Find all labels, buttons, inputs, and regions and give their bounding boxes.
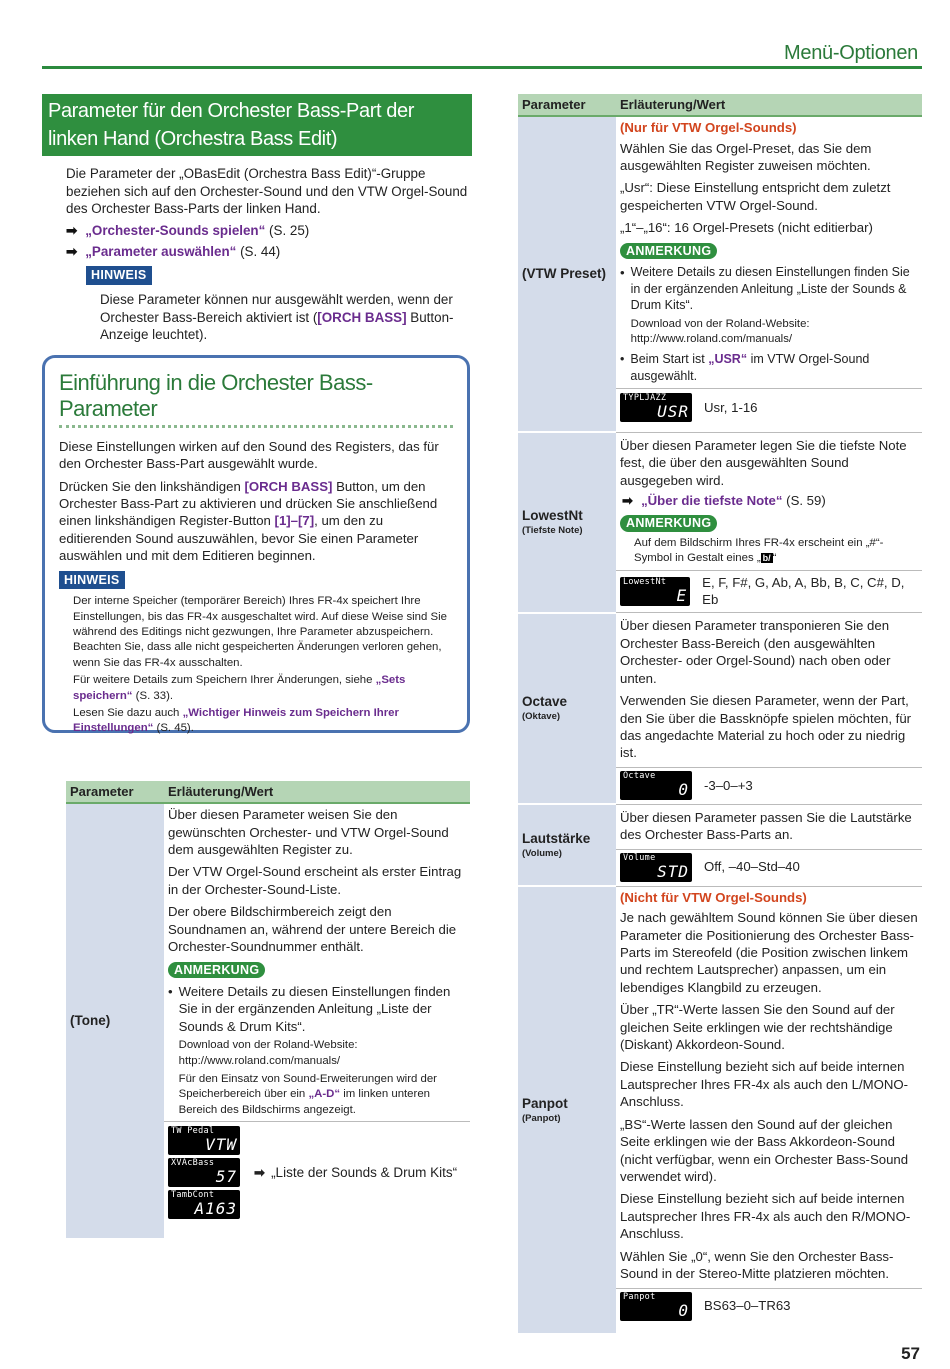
lcd-display bbox=[620, 393, 692, 422]
col-header-param: Parameter bbox=[518, 94, 616, 116]
tone-b3 bbox=[179, 1072, 466, 1118]
table-row bbox=[518, 886, 922, 1334]
link-wichtiger-hinweis[interactable]: „Wichtiger Hinweis zum Speichern Ihrer Einstellungen“ bbox=[73, 706, 399, 735]
vtw-b1: Weitere Details zu diesen Einstellungen finden Sie in der ergänzenden Anleitung „Liste der Sounds & Drum Kits“. bbox=[630, 265, 910, 313]
lowest-p1: Über diesen Parameter legen Sie die tiefste Note fest, die über den ausgewählten Sound ausgegeben wird. bbox=[620, 437, 907, 488]
obass-body-block bbox=[42, 165, 472, 344]
link-row[interactable] bbox=[66, 222, 472, 240]
dotted-divider bbox=[59, 425, 453, 428]
octave-value: -3–0–+3 bbox=[704, 777, 753, 793]
table-row bbox=[66, 803, 470, 1239]
bullet-icon: • bbox=[620, 352, 625, 367]
tone-p3: Der obere Bildschirmbereich zeigt den Soundnamen an, während der untere Bereich die Orchester-Soundnummer enthält. bbox=[168, 904, 457, 955]
lcd-display bbox=[620, 577, 690, 606]
note-post: Button-Anzeige leuchtet). bbox=[100, 309, 454, 343]
panpot-value: BS63–0–TR63 bbox=[704, 1298, 791, 1314]
sound-list-ref[interactable]: „Liste der Sounds & Drum Kits“ bbox=[271, 1164, 458, 1180]
usr-ref: „USR“ bbox=[708, 352, 748, 367]
lcd-top: XVAcBass bbox=[171, 1158, 215, 1169]
intro-p2-a: Drücken Sie den linkshändigen bbox=[59, 478, 245, 494]
param-name: Panpot bbox=[522, 1096, 568, 1112]
tone-bullet bbox=[168, 983, 466, 1121]
param-lowest-note bbox=[518, 432, 616, 613]
table-row bbox=[518, 804, 922, 886]
lcd-value: 57 bbox=[215, 1167, 237, 1187]
lowest-n1: Auf dem Bildschirm Ihres FR-4x erscheint ein „#“-Symbol in Gestalt eines „ bbox=[634, 536, 884, 565]
octave-p1: Über diesen Parameter transponieren Sie den Orchester Bass-Bereich (den ausgewählten Orchester- oder Orgel-Sound) nach oben oder unten. bbox=[620, 618, 891, 686]
anmerkung-badge: ANMERKUNG bbox=[620, 515, 717, 532]
lowest-value-row bbox=[616, 570, 922, 609]
col-header-param: Parameter bbox=[66, 781, 164, 803]
lcd-value: E bbox=[676, 585, 688, 605]
intro-note-1: Der interne Speicher (temporärer Bereich) Ihres FR-4x speichert Ihre Einstellungen, bis das FR-4x ausgeschaltet wird. Auf diese Weise sind Sie während des Editings nicht gezwungen, Ihre Parameter abzuspeichern. Beachten Sie, dass alle nicht gespeicherten Änderungen verloren gehen, wenn Sie das FR-4x ausschalten. bbox=[73, 595, 447, 669]
lcd-value: STD bbox=[657, 861, 689, 881]
lcd-top: TambCont bbox=[171, 1190, 215, 1201]
lcd-stack bbox=[168, 1126, 240, 1219]
b3-b: im linken unteren Bereich des Bildschirms angezeigt. bbox=[178, 1088, 430, 1116]
vtw-p2: „Usr“: Diese Einstellung entspricht dem zuletzt gespeicherten VTW Orgel-Sound. bbox=[620, 180, 891, 213]
param-sub: (Oktave) bbox=[522, 711, 561, 723]
lcd-display bbox=[620, 1292, 692, 1321]
tone-b1: Weitere Details zu diesen Einstellungen finden Sie in der ergänzenden Anleitung „Liste der Sounds & Drum Kits“. bbox=[178, 984, 451, 1034]
arrow-right-icon: ➡ bbox=[622, 492, 634, 508]
lcd-top: Octave bbox=[623, 770, 656, 781]
param-sub: (Tiefste Note) bbox=[522, 525, 583, 537]
param-panpot bbox=[518, 886, 616, 1334]
lcd-top: LowestNt bbox=[623, 576, 667, 587]
link-row[interactable] bbox=[66, 243, 472, 261]
lowest-value: E, F, F#, G, Ab, A, Bb, B, C, C#, D, Eb bbox=[702, 574, 905, 608]
anmerkung-badge: ANMERKUNG bbox=[620, 243, 717, 260]
lcd-value: A163 bbox=[194, 1199, 237, 1219]
lcd-value: VTW bbox=[205, 1135, 237, 1155]
a-d-ref: „A-D“ bbox=[308, 1088, 341, 1101]
hinweis-badge: HINWEIS bbox=[86, 266, 152, 285]
link-page: (S. 59) bbox=[786, 492, 826, 508]
desc-octave bbox=[616, 613, 922, 804]
arrow-right-icon: ➡ bbox=[66, 243, 78, 259]
note3-b: (S. 45). bbox=[153, 722, 194, 735]
panpot-p4: „BS“-Werte lassen den Sound auf der gleichen Seite erklingen wie der Bass Akkordeon-Sound (nicht verfügbar, wenn ein Orchester Bass-Sound verwendet wird). bbox=[620, 1116, 909, 1185]
tone-p2: Der VTW Orgel-Sound erscheint als erster Eintrag in der Orchester-Sound-Liste. bbox=[168, 864, 462, 897]
intro-p2-c: , um den zu editierenden Sound auszuwählen, bevor Sie einen Parameter auswählen und mit dem Editieren beginnen. bbox=[59, 513, 419, 564]
vtw-b3 bbox=[630, 351, 918, 384]
tone-table bbox=[66, 781, 470, 1240]
lcd-top: TW Pedal bbox=[171, 1126, 215, 1137]
lcd-display bbox=[168, 1126, 240, 1155]
note2-b: (S. 33). bbox=[132, 689, 174, 702]
volume-p1: Über diesen Parameter passen Sie die Lautstärke des Orchester Bass-Parts an. bbox=[620, 809, 912, 843]
param-sub: (Panpot) bbox=[522, 1112, 561, 1124]
vtw-value-row bbox=[616, 388, 922, 422]
page-number: 57 bbox=[901, 1344, 920, 1363]
obass-section bbox=[42, 94, 472, 344]
desc-lowest-note bbox=[616, 432, 922, 613]
table-row bbox=[518, 432, 922, 613]
intro-note-2 bbox=[73, 673, 453, 704]
col-header-desc: Erläuterung/Wert bbox=[616, 94, 922, 116]
desc-tone bbox=[164, 803, 470, 1239]
panpot-p2: Über „TR“-Werte lassen Sie den Sound auf der gleichen Seite erklingen wie der rechtshändige (Diskant) Akkordeon-Sound. bbox=[620, 1002, 895, 1053]
vtw-value: Usr, 1-16 bbox=[704, 400, 758, 416]
volume-value: Off, –40–Std–40 bbox=[704, 859, 800, 875]
param-sub: (Volume) bbox=[522, 847, 562, 859]
lcd-display bbox=[168, 1158, 240, 1187]
panpot-p5: Diese Einstellung bezieht sich auf beide internen Lautsprecher Ihres FR-4x als auch den R/MONO-Anschluss. bbox=[620, 1191, 911, 1242]
intro-note bbox=[59, 571, 453, 737]
param-vtw-preset: (VTW Preset) bbox=[518, 116, 616, 432]
tone-lcd-row bbox=[164, 1121, 470, 1219]
lcd-display bbox=[620, 853, 692, 882]
bullet-icon: • bbox=[620, 265, 625, 281]
link-page: (S. 44) bbox=[240, 243, 281, 259]
note-text bbox=[86, 291, 472, 344]
flat-symbol-icon: b/ bbox=[762, 553, 771, 564]
section-title: Menü-Optionen bbox=[784, 42, 918, 64]
lowest-n1-b: “ bbox=[772, 552, 777, 565]
intro-p2-b: Button, um den Orchester Bass-Part zu aktivieren und drücken Sie anschließend einen linkshändigen Register-Button bbox=[59, 478, 438, 529]
intro-title: Einführung in die Orchester Bass-Parameter bbox=[59, 370, 373, 422]
table-row bbox=[518, 116, 922, 432]
octave-value-row bbox=[616, 767, 922, 800]
header-rule bbox=[42, 66, 922, 69]
note3-a: Lesen Sie dazu auch bbox=[73, 706, 183, 719]
b3-b: im VTW Orgel-Sound ausgewählt. bbox=[630, 352, 870, 383]
note-pre: Diese Parameter können nur ausgewählt werden, wenn der Orchester Bass-Bereich aktiviert ist ( bbox=[100, 291, 453, 325]
vtw-only: (Nur für VTW Orgel-Sounds) bbox=[620, 120, 797, 136]
vtw-p1: Wählen Sie das Orgel-Preset, das Sie dem ausgewählten Register zuweisen möchten. bbox=[620, 140, 872, 173]
b3-a: Beim Start ist bbox=[630, 352, 709, 367]
panpot-only: (Nicht für VTW Orgel-Sounds) bbox=[620, 889, 807, 905]
panpot-value-row bbox=[616, 1288, 922, 1321]
desc-volume bbox=[616, 804, 922, 886]
link-page: (S. 25) bbox=[269, 223, 310, 239]
link-row[interactable] bbox=[622, 492, 918, 509]
lcd-display bbox=[168, 1190, 240, 1219]
param-name: LowestNt bbox=[522, 508, 583, 524]
link-parameter-auswaehlen[interactable]: „Parameter auswählen“ bbox=[85, 243, 237, 259]
arrow-right-icon: ➡ bbox=[254, 1165, 266, 1181]
lcd-display bbox=[620, 771, 692, 800]
register-range-ref: [1]–[7] bbox=[274, 513, 315, 529]
lcd-value: 0 bbox=[678, 1300, 689, 1320]
intro-note-body bbox=[59, 594, 453, 737]
obass-title: Parameter für den Orchester Bass-Part der linken Hand (Orchestra Bass Edit) bbox=[42, 94, 472, 156]
b3-a: Für den Einsatz von Sound-Erweiterungen wird der Speicherbereich über ein bbox=[178, 1073, 437, 1101]
volume-value-row bbox=[616, 849, 922, 882]
param-tone: (Tone) bbox=[66, 803, 164, 1239]
params-table bbox=[518, 94, 922, 1335]
octave-p2: Verwenden Sie diesen Parameter, wenn der Part, den Sie über die Bassknöpfe spielen möchten, für das angedachte Material zu hoch oder zu niedrig ist. bbox=[620, 693, 912, 761]
note-block bbox=[66, 266, 472, 344]
intro-box bbox=[42, 355, 470, 733]
intro-note-3 bbox=[73, 706, 453, 737]
anmerkung-badge: ANMERKUNG bbox=[168, 962, 265, 979]
param-octave bbox=[518, 613, 616, 804]
link-sets-speichern[interactable]: „Sets speichern“ bbox=[73, 674, 406, 702]
lowest-note bbox=[620, 536, 918, 567]
orch-bass-button-ref: [ORCH BASS] bbox=[244, 478, 333, 494]
intro-p1: Diese Einstellungen wirken auf den Sound des Registers, das für den Orchester Bass-Part ausgewählt wurde. bbox=[59, 438, 439, 472]
note2-a: Für weitere Details zum Speichern Ihrer Änderungen, siehe bbox=[73, 674, 376, 687]
col-header-desc: Erläuterung/Wert bbox=[164, 781, 470, 803]
bullet-icon: • bbox=[168, 984, 173, 1000]
desc-vtw-preset bbox=[616, 116, 922, 432]
vtw-bullet bbox=[620, 264, 918, 351]
param-volume bbox=[518, 804, 616, 886]
lcd-top: Panpot bbox=[623, 1291, 656, 1302]
desc-panpot bbox=[616, 886, 922, 1334]
obass-body: Die Parameter der „OBasEdit (Orchestra Bass Edit)“-Gruppe beziehen sich auf den Orchester-Sound und den VTW Orgel-Sound des Orchester Bass-Parts der linken Hand. bbox=[66, 166, 468, 217]
tone-b2: Download von der Roland-Website: http://www.roland.com/manuals/ bbox=[178, 1039, 358, 1067]
panpot-p3: Diese Einstellung bezieht sich auf beide internen Lautsprecher Ihres FR-4x als auch den L/MONO-Anschluss. bbox=[620, 1059, 909, 1110]
param-name: Lautstärke bbox=[522, 831, 591, 847]
tone-p1: Über diesen Parameter weisen Sie den gewünschten Orchester- und VTW Orgel-Sound dem ausgewählten Register zu. bbox=[168, 807, 449, 857]
panpot-p1: Je nach gewähltem Sound können Sie über diesen Parameter die Positionierung des Orchester Bass-Parts im Stereofeld (die Position zwischen linkem und rechtem Lautsprecher) anpassen, um ein lebendiges Klangbild zu erzeugen. bbox=[620, 910, 918, 995]
lcd-value: USR bbox=[657, 402, 689, 422]
vtw-b2: Download von der Roland-Website: http://www.roland.com/manuals/ bbox=[630, 317, 810, 346]
panpot-p6: Wählen Sie „0“, wenn Sie den Orchester Bass-Sound in der Stereo-Mitte platzieren möchten. bbox=[620, 1248, 894, 1282]
arrow-right-icon: ➡ bbox=[66, 223, 78, 239]
lcd-top: Volume bbox=[623, 852, 656, 863]
intro-p2 bbox=[59, 478, 453, 565]
link-orchester-sounds[interactable]: „Orchester-Sounds spielen“ bbox=[85, 223, 266, 239]
vtw-bullet bbox=[620, 351, 918, 388]
param-name: Octave bbox=[522, 694, 568, 710]
lcd-value: 0 bbox=[678, 779, 689, 799]
hinweis-badge: HINWEIS bbox=[59, 571, 125, 590]
table-row bbox=[518, 613, 922, 804]
lcd-top: TYPLJAZZ bbox=[623, 393, 667, 404]
orch-bass-button-ref: [ORCH BASS] bbox=[317, 309, 407, 325]
link-tiefste-note[interactable]: „Über die tiefste Note“ bbox=[641, 492, 783, 508]
vtw-p3: „1“–„16“: 16 Orgel-Presets (nicht editierbar) bbox=[620, 220, 873, 236]
